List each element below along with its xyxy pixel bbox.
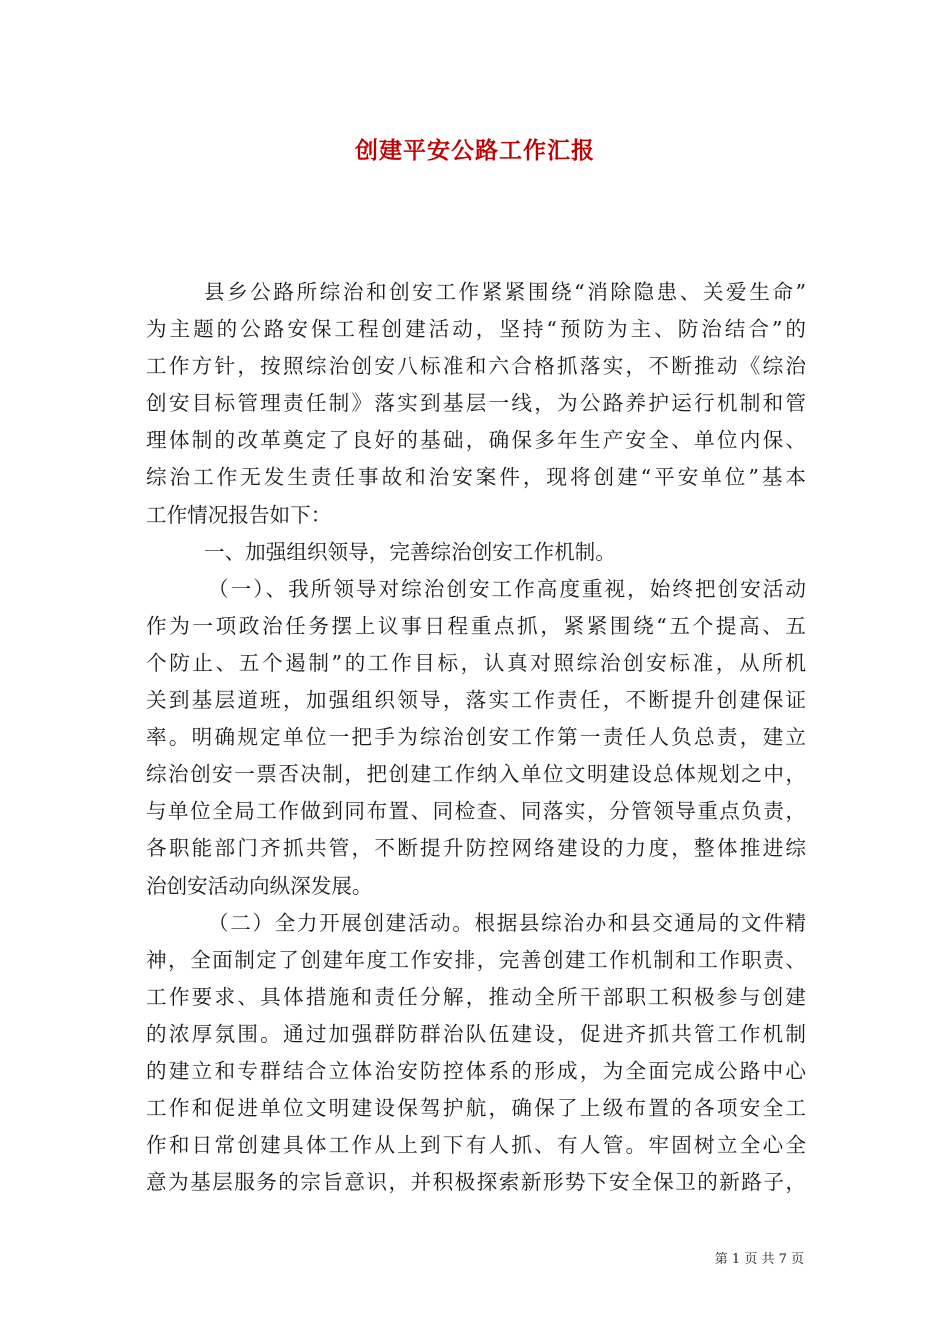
- text-line: （二）全力开展创建活动。根据县综治办和县交通局的文件精: [208, 910, 806, 935]
- document-body: [146, 274, 806, 1201]
- text-line: 的浓厚氛围。通过加强群防群治队伍建设，促进齐抓共管工作机制: [146, 1021, 806, 1046]
- text-line: 率。明确规定单位一把手为综治创安工作第一责任人负总责，建立: [146, 725, 806, 750]
- text-line: 创安目标管理责任制》落实到基层一线，为公路养护运行机制和管: [146, 391, 806, 416]
- page-number: 第 1 页 共 7 页: [714, 1252, 804, 1267]
- section-heading: 一、加强组织领导，完善综治创安工作机制。: [204, 539, 616, 564]
- text-line: （一）、我所领导对综治创安工作高度重视，始终把创安活动: [208, 576, 806, 601]
- text-line: 工作方针，按照综治创安八标准和六合格抓落实，不断推动《综治: [146, 354, 806, 379]
- text-line: 个防止、五个遏制”的工作目标，认真对照综治创安标准，从所机: [146, 650, 806, 675]
- text-line: 各职能部门齐抓共管，不断提升防控网络建设的力度，整体推进综: [146, 836, 806, 861]
- text-line: 与单位全局工作做到同布置、同检查、同落实，分管领导重点负责，: [146, 799, 806, 824]
- text-line: 作和日常创建具体工作从上到下有人抓、有人管。牢固树立全心全: [146, 1133, 806, 1158]
- text-line: 的建立和专群结合立体治安防控体系的形成，为全面完成公路中心: [146, 1058, 806, 1083]
- text-line: 工作和促进单位文明建设保驾护航，确保了上级布置的各项安全工: [146, 1096, 806, 1121]
- text-line: 神，全面制定了创建年度工作安排，完善创建工作机制和工作职责、: [146, 947, 806, 972]
- text-line: 工作要求、具体措施和责任分解，推动全所干部职工积极参与创建: [146, 984, 806, 1009]
- text-line: 治创安活动向纵深发展。: [146, 873, 373, 898]
- text-line: 关到基层道班，加强组织领导，落实工作责任，不断提升创建保证: [146, 688, 806, 713]
- text-line: 综治创安一票否决制，把创建工作纳入单位文明建设总体规划之中，: [146, 762, 806, 787]
- page-title: 创建平安公路工作汇报: [355, 137, 595, 164]
- text-line: 综治工作无发生责任事故和治安案件，现将创建“平安单位”基本: [146, 465, 806, 490]
- text-line: 为主题的公路安保工程创建活动，坚持“预防为主、防治结合”的: [146, 317, 806, 342]
- text-line: 工作情况报告如下：: [146, 502, 332, 527]
- text-line: 意为基层服务的宗旨意识，并积极探索新形势下安全保卫的新路子，: [146, 1170, 806, 1195]
- text-line: 县乡公路所综治和创安工作紧紧围绕“消除隐患、关爱生命”: [204, 280, 806, 304]
- text-line: 作为一项政治任务摆上议事日程重点抓，紧紧围绕“五个提高、五: [146, 613, 806, 638]
- text-line: 理体制的改革奠定了良好的基础，确保多年生产安全、单位内保、: [146, 428, 806, 453]
